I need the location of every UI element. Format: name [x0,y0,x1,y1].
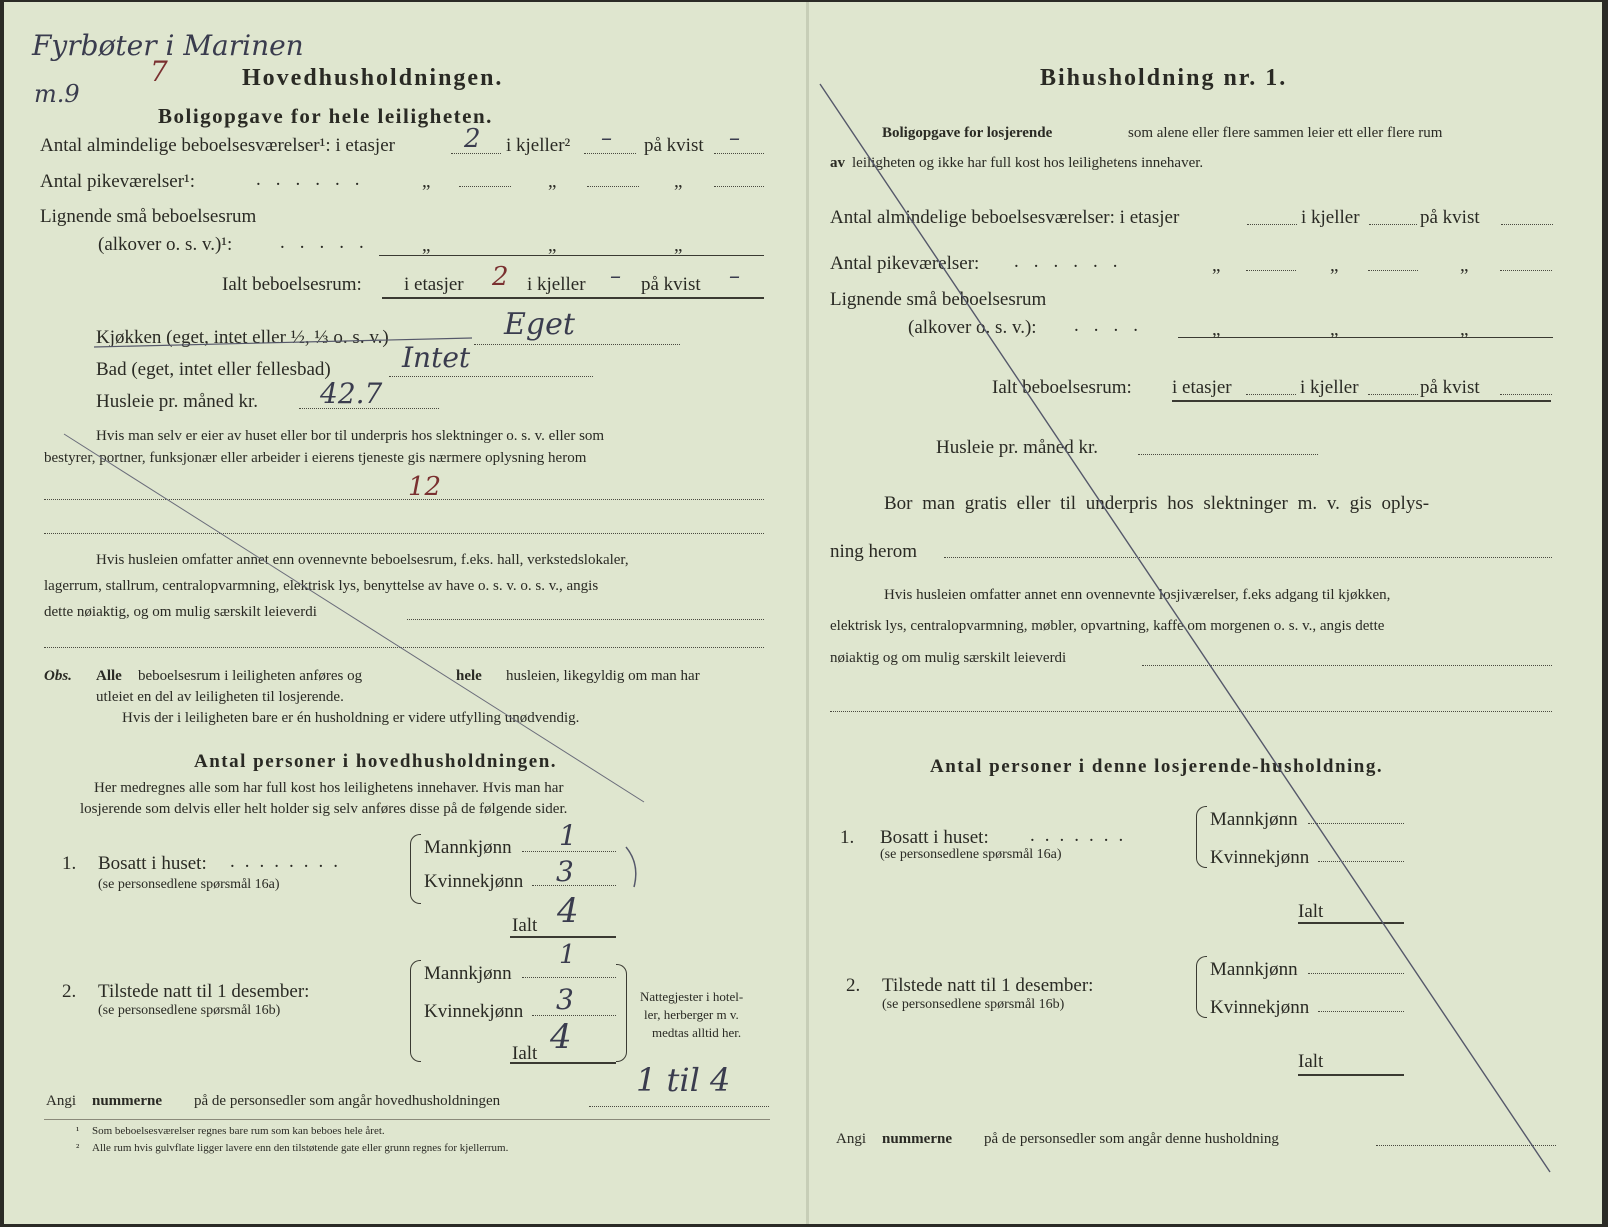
right-intro-b: som alene eller flere sammen leier ett eller flere rum [1128,125,1443,141]
right-q1-mann-label: Mannkjønn [1210,809,1298,830]
right-q1-kvinne-label: Kvinnekjønn [1210,847,1310,868]
right-omfatter-3: nøiaktig og om mulig særskilt leieverdi [830,650,1067,666]
right-pike-ditto-1: „ [1212,255,1221,276]
right-q2-label: Tilstede natt til 1 desember: [882,975,1094,996]
right-intro-bold: Boligopgave for losjerende [882,125,1053,141]
right-q2-ialt-label: Ialt [1298,1051,1324,1072]
right-q2-kvinne-label: Kvinnekjønn [1210,997,1310,1018]
right-omfatter-1: Hvis husleien omfatter annet enn ovennevnte losjiværelser, f.eks adgang til kjøkken, [884,587,1391,603]
cancel-diagonal-stroke [820,84,1550,1172]
obs-hele: hele [456,668,482,684]
right-rooms-kvist-label: på kvist [1420,207,1480,228]
handwritten-number: 7 [150,55,168,88]
persons-note-1: Her medregnes alle som har full kost hos leilighetens innehaver. Hvis man har [94,780,564,796]
left-q1-label: Bosatt i huset: [98,853,207,874]
right-ialt-etasjer-label: i etasjer [1172,377,1232,398]
right-pike-dots: ...... [1014,251,1133,272]
left-q1-ialt-value: 4 [557,891,579,931]
omfatter-text-1: Hvis husleien omfatter annet enn ovennevnte beboelsesrum, f.eks. hall, verkstedslokaler, [96,552,629,568]
right-intro-av: av [830,155,845,171]
right-ialt-kjeller-label: i kjeller [1300,377,1359,398]
right-gratis-1: Bor man gratis eller til underpris hos slektninger m. v. gis oplys- [884,493,1430,514]
pike-dots: ...... [256,169,375,190]
right-husleie-label: Husleie pr. måned kr. [936,437,1098,458]
rooms-kjeller-label: i kjeller² [506,135,571,156]
footnote-1: Som beboelsesværelser regnes bare rum som kan beboes hele året. [92,1125,385,1137]
left-angi-a: Angi [46,1093,76,1109]
right-q1-ialt-label: Ialt [1298,901,1324,922]
left-q1-kvinne-value: 3 [556,855,574,888]
lign-label-1: Lignende små beboelsesrum [40,206,257,227]
kjokken-label: Kjøkken (eget, intet eller ½, ⅓ o. s. v.) [96,327,389,348]
ialt-kjeller-label: i kjeller [527,274,586,295]
census-form-sheet [4,2,1602,1224]
kjokken-underline-stroke [94,338,472,347]
left-q1-ialt-label: Ialt [512,915,538,936]
right-lign-label-1: Lignende små beboelsesrum [830,289,1047,310]
left-angi-c: på de personsedler som angår hovedhusholdningen [194,1093,501,1109]
right-q2-sub: (se personsedlene spørsmål 16b) [882,997,1065,1012]
pen-strokes [4,2,1602,1224]
handwritten-occupation: Fyrbøter i Marinen [32,29,304,62]
right-lign-ditto-1: „ [1212,319,1221,340]
ialt-etasjer-label: i etasjer [404,274,464,295]
handwritten-mark: m.9 [34,80,80,108]
right-lign-dots: .... [1074,315,1153,336]
husleie-value: 42.7 [320,377,383,410]
ialt-kvist-value: – [729,264,740,289]
right-q1-num: 1. [840,827,855,848]
right-q2-num: 2. [846,975,861,996]
rooms-label: Antal almindelige beboelsesværelser¹: i etasjer [40,135,395,156]
left-title: Hovedhusholdningen. [242,65,504,91]
ialt-kjeller-value: – [610,264,621,289]
ialt-kvist-label: på kvist [641,274,701,295]
bad-label: Bad (eget, intet eller fellesbad) [96,359,331,380]
obs-text-1d: husleien, likegyldig om man har [506,668,700,684]
persons-note-2: losjerende som delvis eller helt holder sig selv anføres disse på de følgende sider. [80,801,568,817]
left-q2-kvinne-label: Kvinnekjønn [424,1001,524,1022]
right-lign-label-2: (alkover o. s. v.): [908,317,1037,338]
left-q2-sub: (se personsedlene spørsmål 16b) [98,1003,281,1018]
obs-alle: Alle [96,668,122,684]
right-q2-mann-label: Mannkjønn [1210,959,1298,980]
footnote-mark-2: ² [76,1142,80,1154]
pike-ditto-3: „ [674,171,683,192]
obs-label: Obs. [44,668,72,684]
right-rooms-kjeller-label: i kjeller [1301,207,1360,228]
left-angi-nummerne: nummerne [92,1093,162,1109]
obs-text-3: Hvis der i leiligheten bare er én husholdning er videre utfylling unødvendig. [122,710,580,726]
left-persons-title: Antal personer i hovedhusholdningen. [194,751,558,772]
right-pike-ditto-2: „ [1330,255,1339,276]
ialt-rooms-label: Ialt beboelsesrum: [222,274,362,295]
left-q1-dots: ........ [230,851,348,872]
rooms-etasjer-value: 2 [464,124,481,154]
left-q1-mann-value: 1 [559,819,577,852]
left-q2-kvinne-value: 3 [556,983,574,1016]
nattegjester-text-2: ler, herberger m v. [644,1007,739,1022]
right-q1-dots: ....... [1030,825,1134,846]
right-angi-a: Angi [836,1131,866,1147]
right-ialt-label: Ialt beboelsesrum: [992,377,1132,398]
omfatter-text-2: lagerrum, stallrum, centralopvarmning, elektrisk lys, benyttelse av have o. s. v. o. s. v., angis [44,578,599,594]
left-q2-mann-label: Mannkjønn [424,963,512,984]
right-angi-nummerne: nummerne [882,1131,952,1147]
obs-text-1b: beboelsesrum i leiligheten anføres og [138,668,363,684]
left-q2-ialt-value: 4 [550,1017,572,1057]
left-q1-sub: (se personsedlene spørsmål 16a) [98,877,280,892]
left-q1-num: 1. [62,853,77,874]
rooms-kvist-value: – [729,126,740,151]
left-q1-kvinne-label: Kvinnekjønn [424,871,524,892]
right-title: Bihusholdning nr. 1. [1040,65,1288,91]
right-lign-ditto-3: „ [1460,319,1469,340]
right-persons-title: Antal personer i denne losjerende-husholdning. [930,756,1384,777]
lign-ditto-3: „ [674,235,683,256]
rooms-kvist-label: på kvist [644,135,704,156]
right-q1-label: Bosatt i huset: [880,827,989,848]
eier-text-1: Hvis man selv er eier av huset eller bor til underpris hos slektninger o. s. v. eller som [96,428,605,444]
left-angi-value: 1 til 4 [636,1061,731,1099]
pike-ditto-2: „ [548,171,557,192]
right-gratis-2: ning herom [830,541,918,562]
rooms-kjeller-value: – [601,126,612,151]
footnote-2: Alle rum hvis gulvflate ligger lavere enn den tilstøtende gate eller grunn regnes for kjellerrum. [92,1142,509,1154]
left-q2-num: 2. [62,981,77,1002]
bad-value: Intet [402,341,471,374]
kjokken-value: Eget [504,307,575,342]
left-subtitle: Boligopgave for hele leiligheten. [158,104,493,128]
left-diagonal-stroke [64,434,644,802]
right-rooms-label: Antal almindelige beboelsesværelser: i etasjer [830,207,1180,228]
right-q1-sub: (se personsedlene spørsmål 16a) [880,847,1062,862]
right-omfatter-2: elektrisk lys, centralopvarmning, møbler, opvartning, kaffe om morgenen o. s. v., angis dette [830,618,1385,634]
left-q1-mann-label: Mannkjønn [424,837,512,858]
left-q2-label: Tilstede natt til 1 desember: [98,981,310,1002]
right-angi-c: på de personsedler som angår denne husholdning [984,1131,1279,1147]
lign-dots: ..... [280,232,379,253]
pike-ditto-1: „ [422,171,431,192]
husleie-label: Husleie pr. måned kr. [96,391,258,412]
ialt-etasjer-value: 2 [492,262,509,292]
eier-text-2: bestyrer, portner, funksjonær eller arbeider i eierens tjeneste gis nærmere oplysning herom [44,450,587,466]
nattegjester-text-3: medtas alltid her. [652,1025,742,1040]
left-q2-ialt-label: Ialt [512,1043,538,1064]
right-pike-label: Antal pikeværelser: [830,253,980,274]
left-q1-bracket-stroke [626,847,636,887]
lign-ditto-1: „ [422,235,431,256]
obs-text-2: utleiet en del av leiligheten til losjerende. [96,689,344,705]
right-ialt-kvist-label: på kvist [1420,377,1480,398]
right-intro-d: leiligheten og ikke har full kost hos leilighetens innehaver. [852,155,1204,171]
left-q2-mann-value: 1 [559,940,576,970]
lign-label-2: (alkover o. s. v.)¹: [98,234,233,255]
lign-ditto-2: „ [548,235,557,256]
right-pike-ditto-3: „ [1460,255,1469,276]
nattegjester-text-1: Nattegjester i hotel- [640,989,744,1004]
pike-label: Antal pikeværelser¹: [40,171,196,192]
omfatter-text-3: dette nøiaktig, og om mulig særskilt leieverdi [44,604,317,620]
eier-value: 12 [408,472,442,502]
footnote-mark-1: ¹ [76,1125,80,1137]
right-lign-ditto-2: „ [1330,319,1339,340]
